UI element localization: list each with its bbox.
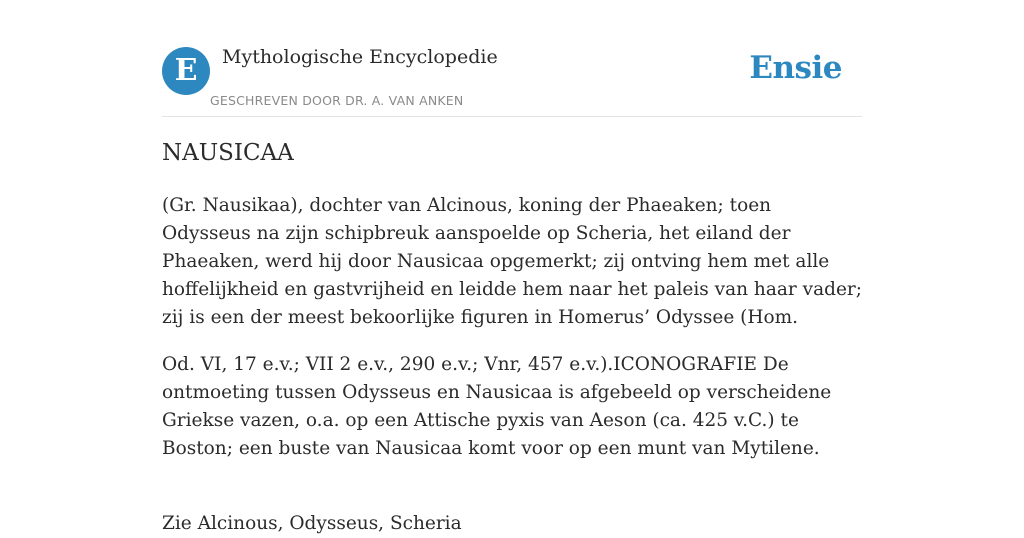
- entry-paragraph-2: Od. VI, 17 e.v.; VII 2 e.v., 290 e.v.; Vnr, 457 e.v.).ICONOGRAFIE De ontmoeting tussen Odysseus en Nausicaa is afgebeeld op verscheidene Griekse vazen, o.a. op een Attische pyxis van Aeson (ca. 425 v.C.) te Boston; een buste van Nausicaa komt voor op een munt van Mytilene.: [162, 354, 832, 459]
- page: [162, 0, 862, 534]
- book-title-link[interactable]: Mythologische Encyclopedie: [222, 46, 498, 68]
- see-also-text[interactable]: Zie Alcinous, Odysseus, Scheria: [162, 513, 462, 534]
- entry-paragraph-1: (Gr. Nausikaa), dochter van Alcinous, koning der Phaeaken; toen Odysseus na zijn schipbreuk aanspoelde op Scheria, het eiland der Phaeaken, werd hij door Nausicaa opgemerkt; zij ontving hem met alle hoffelijkheid en gastvrijheid en leidde hem naar het paleis van haar vader; zij is een der meest bekoorlijke figuren in Homerus’ Odyssee (Hom.: [162, 195, 862, 328]
- see-also-block: [162, 482, 862, 538]
- entry-title: NAUSICAA: [162, 140, 294, 166]
- entry-body: [162, 192, 862, 538]
- header: [162, 0, 862, 117]
- ensie-brand-logo[interactable]: Ensie: [749, 50, 842, 86]
- encyclopedia-logo-icon[interactable]: E: [162, 47, 210, 95]
- author-byline: GESCHREVEN DOOR DR. A. VAN ANKEN: [210, 93, 464, 108]
